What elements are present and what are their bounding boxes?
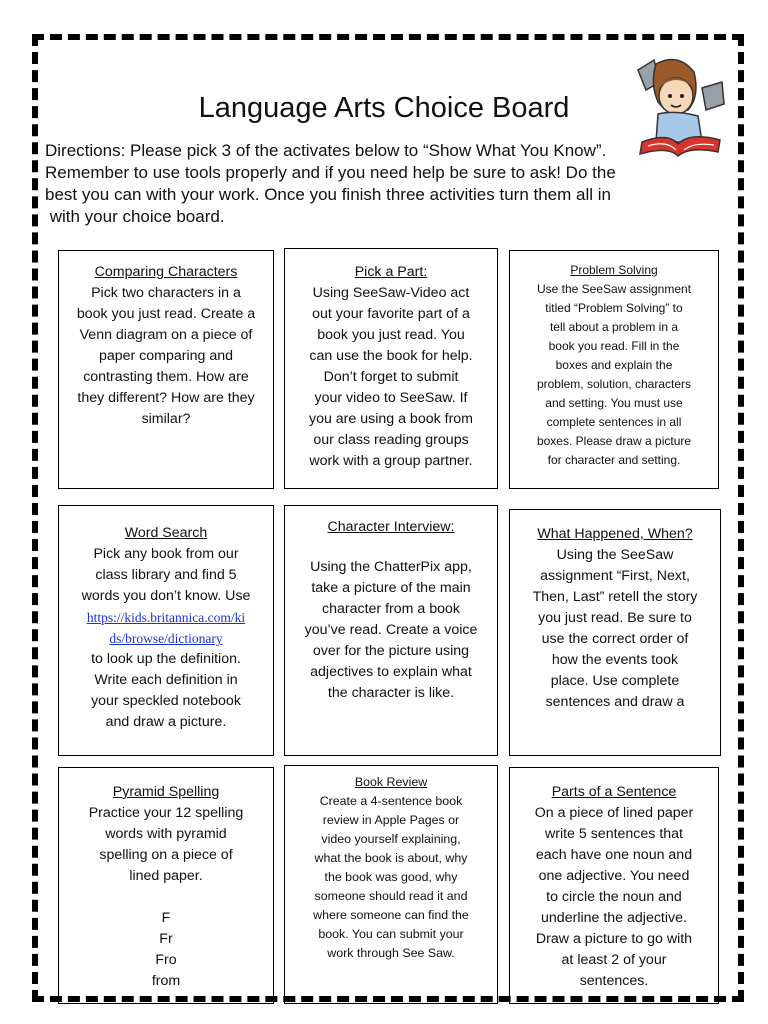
card-heading: Character Interview: [327, 519, 455, 535]
directions-line: Remember to use tools properly and if you need help be sure to ask! Do the [45, 163, 616, 182]
card-line: words you don’t know. Use [81, 588, 251, 604]
card-line: Fro [155, 952, 177, 968]
card-line: to circle the noun and [546, 889, 682, 905]
card-line: Create a 4-sentence book [319, 794, 463, 808]
card-line: for character and setting. [547, 453, 681, 467]
card-line: video yourself explaining, [321, 832, 461, 846]
card-line: Pick any book from our [93, 546, 239, 562]
card-line: work through See Saw. [327, 946, 455, 960]
card-line: spelling on a piece of [99, 847, 233, 863]
card-line: sentences. [579, 973, 649, 989]
card-line: assignment “First, Next, [540, 568, 690, 584]
card-line: over for the picture using [312, 643, 470, 659]
card-book-review [284, 765, 498, 1004]
card-line: complete sentences in all [546, 415, 682, 429]
card-character-interview [284, 505, 498, 756]
card-line: and draw a picture. [105, 714, 227, 730]
card-pick-a-part [284, 248, 498, 489]
card-line: Draw a picture to go with [535, 931, 693, 947]
card-line: one adjective. You need [538, 868, 690, 884]
card-heading: Pyramid Spelling [112, 784, 220, 800]
card-parts-of-a-sentence [509, 767, 719, 1004]
card-line: you’ve read. Create a voice [304, 622, 478, 638]
card-line: Practice your 12 spelling [88, 805, 244, 821]
card-line: Use the SeeSaw assignment [536, 282, 692, 296]
card-line: class library and find 5 [95, 567, 237, 583]
card-line: boxes. Please draw a picture [536, 434, 692, 448]
card-line: place. Use complete [550, 673, 680, 689]
card-line: Venn diagram on a piece of [79, 327, 253, 343]
card-line: your video to SeeSaw. If [314, 390, 468, 406]
card-line: Pick two characters in a [91, 285, 241, 301]
card-line: out your favorite part of a [312, 306, 470, 322]
card-line: adjectives to explain what [310, 664, 472, 680]
card-line: book. You can submit your [318, 927, 464, 941]
card-line: Using the SeeSaw [556, 547, 674, 563]
card-line: to look up the definition. [91, 651, 241, 667]
card-heading: What Happened, When? [537, 526, 693, 542]
card-line: underline the adjective. [541, 910, 687, 926]
card-line: problem, solution, characters [536, 377, 692, 391]
card-word-search [58, 505, 274, 756]
card-line: how the events took [551, 652, 679, 668]
dictionary-link[interactable]: https://kids.britannica.com/ki [86, 610, 246, 625]
card-line: tell about a problem in a [549, 320, 679, 334]
card-comparing-characters [58, 250, 274, 489]
card-line: book you read. Fill in the [548, 339, 680, 353]
card-line: the character is like. [327, 685, 455, 701]
card-line: someone should read it and [314, 889, 468, 903]
card-line: you are using a book from [308, 411, 474, 427]
card-line: Don’t forget to submit [323, 369, 459, 385]
card-heading: Word Search [124, 525, 208, 541]
card-line: work with a group partner. [309, 453, 473, 469]
card-line: where someone can find the [313, 908, 469, 922]
card-line: review in Apple Pages or [322, 813, 460, 827]
card-line: our class reading groups [313, 432, 469, 448]
card-line: use the correct order of [541, 631, 689, 647]
card-heading: Problem Solving [570, 263, 658, 277]
card-line: similar? [141, 411, 191, 427]
card-heading: Book Review [354, 775, 428, 789]
card-line: book you just read. Create a [76, 306, 256, 322]
card-line: what the book is about, why [314, 851, 468, 865]
dictionary-link[interactable]: ds/browse/dictionary [109, 631, 223, 646]
directions-text [45, 140, 645, 228]
card-line: Using SeeSaw-Video act [312, 285, 470, 301]
card-line: sentences and draw a [545, 694, 685, 710]
card-line: On a piece of lined paper [534, 805, 694, 821]
page-title: Language Arts Choice Board [198, 92, 570, 124]
card-line: from [151, 973, 181, 989]
directions-line: Directions: Please pick 3 of the activates below to “Show What You Know”. [45, 141, 607, 160]
card-problem-solving [509, 250, 719, 489]
card-line: at least 2 of your [561, 952, 667, 968]
card-line: F [161, 910, 171, 926]
card-line: Using the ChatterPix app, [310, 559, 472, 575]
card-line: Write each definition in [94, 672, 238, 688]
card-line: write 5 sentences that [544, 826, 683, 842]
card-line: boxes and explain the [555, 358, 673, 372]
card-line: paper comparing and [98, 348, 234, 364]
card-line: each have one noun and [535, 847, 693, 863]
card-line: words with pyramid [105, 826, 227, 842]
card-line: take a picture of the main [311, 580, 471, 596]
directions-line: with your choice board. [45, 207, 225, 226]
card-line: the book was good, why [324, 870, 458, 884]
card-line: lined paper. [129, 868, 203, 884]
card-line: titled “Problem Solving” to [545, 301, 683, 315]
card-heading: Comparing Characters [94, 264, 238, 280]
card-heading: Pick a Part: [354, 264, 428, 280]
card-line: can use the book for help. [309, 348, 473, 364]
card-pyramid-spelling [58, 767, 274, 1004]
card-what-happened-when [509, 509, 721, 756]
card-heading: Parts of a Sentence [551, 784, 677, 800]
card-line: contrasting them. How are [83, 369, 249, 385]
card-line: Fr [159, 931, 173, 947]
directions-line: best you can with your work. Once you finish three activities turn them all in [45, 185, 611, 204]
card-line: your speckled notebook [91, 693, 241, 709]
card-line: they different? How are they [77, 390, 255, 406]
card-line: book you just read. You [317, 327, 465, 343]
card-line [59, 887, 273, 908]
card-line: and setting. You must use [545, 396, 683, 410]
card-line: Then, Last” retell the story [532, 589, 698, 605]
card-line: character from a book [322, 601, 460, 617]
card-line: you just read. Be sure to [538, 610, 692, 626]
